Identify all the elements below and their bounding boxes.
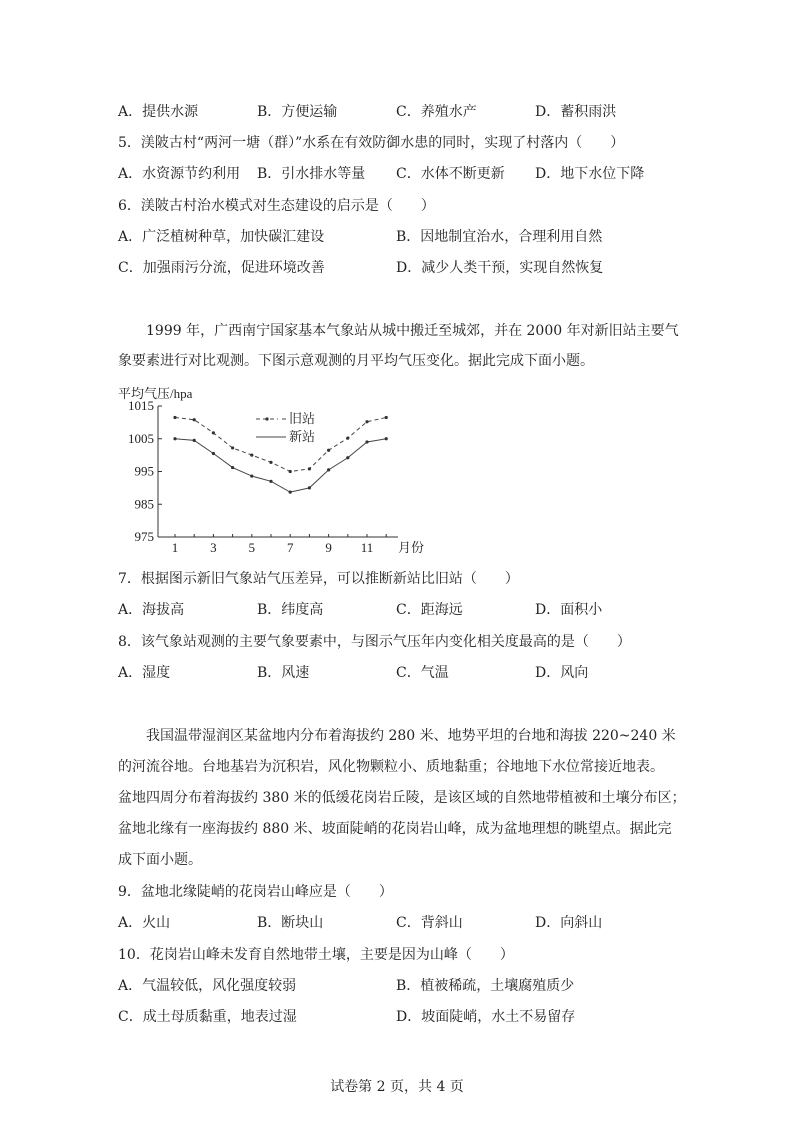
chart-xtick-label: 1 [171,540,179,555]
chart-ytick-label: 975 [134,529,154,544]
passage2-line-4: 盆地北缘有一座海拔约 880 米、坡面陡峭的花岗岩山峰，成为盆地理想的眺望点。据此完 [118,821,672,837]
legend-old-label: 旧站 [289,411,316,426]
passage2-line-2: 的河流谷地。台地基岩为沉积岩，风化物颗粒小、质地黏重；谷地地下水位常接近地表。 [118,759,664,775]
q5-stem: 5．渼陂古村“两河一塘（群）”水系在有效防御水患的同时，实现了村落内（ ） [118,135,625,151]
chart-ytick-label: 1005 [128,430,154,446]
old-station-point [346,436,349,439]
chart-xtick-label: 9 [325,540,332,555]
q4-option-a: A．提供水源 [118,104,199,120]
old-station-point [385,416,388,419]
old-station-point [212,431,215,434]
q5-option-d: D．地下水位下降 [535,166,645,182]
old-station-point [269,461,272,464]
new-station-point [346,456,349,459]
q7-stem: 7．根据图示新旧气象站气压差异，可以推断新站比旧站（ ） [118,571,519,587]
q4-option-b: B．方便运输 [257,104,338,120]
old-station-point [308,467,311,470]
chart-xtick-label: 7 [286,540,294,555]
chart-ylabel: 平均气压/hpa [118,386,193,401]
chart-ytick-label: 995 [134,463,154,479]
passage1-line-2: 象要素进行对比观测。下图示意观测的月平均气压变化。据此完成下面小题。 [118,353,594,369]
chart-ytick-label: 1015 [128,398,154,413]
q7-option-c: C．距海远 [396,602,463,618]
new-station-point [385,437,388,440]
q10-stem: 10．花岗岩山峰未发育自然地带土壤，主要是因为山峰（ ） [118,947,514,963]
chart-xtick-label: 5 [248,540,256,555]
q9-option-c: C．背斜山 [396,915,463,931]
new-station-point [365,440,368,443]
new-station-point [193,439,196,442]
q4-option-d: D．蓄积雨洪 [535,104,617,120]
chart-xtick-label: 3 [210,540,217,555]
q8-option-b: B．风速 [257,665,310,681]
q5-option-b: B．引水排水等量 [257,166,366,182]
new-station-point [212,452,215,455]
q8-stem: 8．该气象站观测的主要气象要素中，与图示气压年内变化相关度最高的是（ ） [118,634,631,650]
q10-option-c: C．成土母质黏重，地表过湿 [118,1009,297,1025]
chart-xlabel: 月份 [398,540,425,555]
q7-option-d: D．面积小 [535,602,603,618]
q10-option-a: A．气温较低，风化强度较弱 [118,978,297,994]
old-station-point [289,470,292,473]
q7-option-a: A．海拔高 [118,602,185,618]
series-old-station-line [175,417,386,471]
legend-new-label: 新站 [289,429,316,444]
old-station-point [173,416,176,419]
old-station-point [365,420,368,423]
q10-option-b: B．植被稀疏，土壤腐殖质少 [396,978,575,994]
old-station-point [193,418,196,421]
new-station-point [308,486,311,489]
old-station-point [327,449,330,452]
q6-stem: 6．渼陂古村治水模式对生态建设的启示是（ ） [118,198,435,214]
new-station-point [231,466,234,469]
passage1-line-1: 1999 年，广西南宁国家基本气象站从城中搬迁至城郊，并在 2000 年对新旧站主要气 [146,323,679,339]
q5-option-a: A．水资源节约利用 [118,166,241,182]
passage2-line-3: 盆地四周分布着海拔约 380 米的低缓花岗岩丘陵，是该区域的自然地带植被和土壤分布区； [118,790,686,806]
q9-option-a: A．火山 [118,915,171,931]
legend-old-marker [265,417,268,420]
q9-option-d: D．向斜山 [535,915,603,931]
chart-ytick-label: 985 [134,496,154,512]
chart-legend [256,411,315,444]
new-station-point [269,480,272,483]
q5-option-c: C．水体不断更新 [396,166,505,182]
new-station-point [173,437,176,440]
q6-option-d: D．减少人类干预，实现自然恢复 [396,260,604,276]
new-station-point [327,468,330,471]
chart-xtick-label: 11 [360,540,374,555]
q6-option-c: C．加强雨污分流，促进环境改善 [118,260,325,276]
q8-option-a: A．湿度 [118,665,171,681]
q4-option-c: C．养殖水产 [396,104,477,120]
q9-stem: 9．盆地北缘陡峭的花岗岩山峰应是（ ） [118,884,393,900]
pressure-chart [118,380,438,560]
q10-option-d: D．坡面陡峭，水土不易留存 [396,1009,576,1025]
passage2-line-1: 我国温带湿润区某盆地内分布着海拔约 280 米、地势平坦的台地和海拔 220~240 米 [146,728,676,744]
old-station-point [250,454,253,457]
old-station-point [231,446,234,449]
q8-option-d: D．风向 [535,665,589,681]
passage2-line-5: 成下面小题。 [118,852,202,868]
new-station-point [250,474,253,477]
q8-option-c: C．气温 [396,665,449,681]
q6-option-b: B．因地制宜治水，合理利用自然 [396,229,603,245]
new-station-point [289,491,292,494]
page-footer: 试卷第 2 页，共 4 页 [330,1079,464,1095]
series-new-station-line [175,439,386,492]
q9-option-b: B．断块山 [257,915,324,931]
q6-option-a: A．广泛植树种草，加快碳汇建设 [118,229,325,245]
q7-option-b: B．纬度高 [257,602,324,618]
